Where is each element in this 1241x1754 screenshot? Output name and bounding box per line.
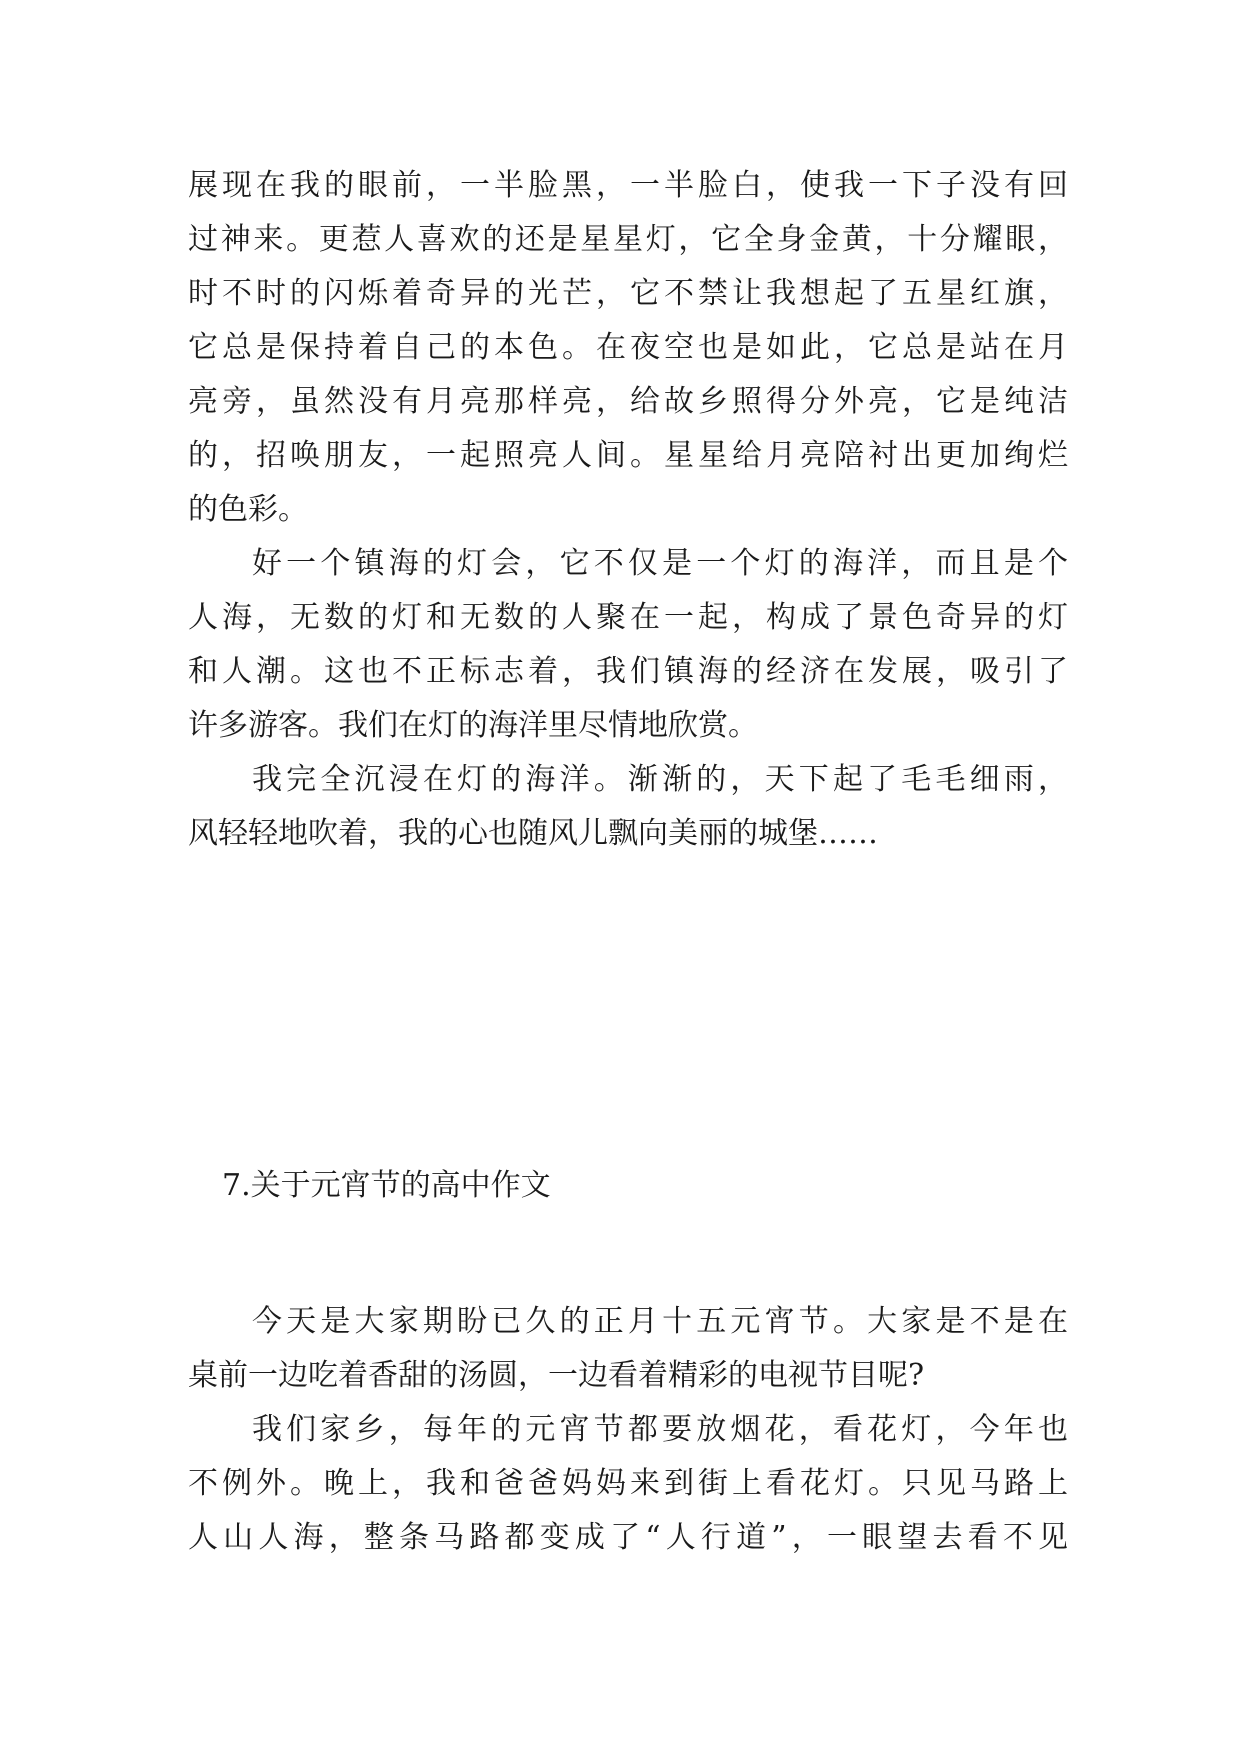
text-line: 我们家乡，每年的元宵节都要放烟花，看花灯，今年也: [252, 1412, 1068, 1447]
text-line: 亮旁，虽然没有月亮那样亮，给故乡照得分外亮，它是纯洁: [188, 384, 1068, 419]
text-line: 时不时的闪烁着奇异的光芒，它不禁让我想起了五星红旗，: [188, 276, 1068, 311]
text-line: 人山人海，整条马路都变成了“人行道”，一眼望去看不见: [188, 1520, 1068, 1555]
text-line: 我完全沉浸在灯的海洋。渐渐的，天下起了毛毛细雨，: [252, 762, 1068, 797]
text-line: 展现在我的眼前，一半脸黑，一半脸白，使我一下子没有回: [188, 168, 1068, 203]
text-line: 的色彩。: [188, 492, 308, 527]
text-line: 好一个镇海的灯会，它不仅是一个灯的海洋，而且是个: [252, 546, 1068, 581]
text-line: 过神来。更惹人喜欢的还是星星灯，它全身金黄，十分耀眼，: [188, 222, 1068, 257]
text-line: 不例外。晚上，我和爸爸妈妈来到街上看花灯。只见马路上: [188, 1466, 1068, 1501]
text-line: 许多游客。我们在灯的海洋里尽情地欣赏。: [188, 708, 758, 743]
section-heading: 7.关于元宵节的高中作文: [222, 1168, 551, 1203]
text-line: 人海，无数的灯和无数的人聚在一起，构成了景色奇异的灯: [188, 600, 1068, 635]
text-line: 风轻轻地吹着，我的心也随风儿飘向美丽的城堡……: [188, 816, 878, 851]
text-line: 桌前一边吃着香甜的汤圆，一边看着精彩的电视节目呢?: [188, 1358, 925, 1393]
text-line: 的，招唤朋友，一起照亮人间。星星给月亮陪衬出更加绚烂: [188, 438, 1068, 473]
text-line: 今天是大家期盼已久的正月十五元宵节。大家是不是在: [252, 1304, 1068, 1339]
text-line: 和人潮。这也不正标志着，我们镇海的经济在发展，吸引了: [188, 654, 1068, 689]
text-line: 它总是保持着自己的本色。在夜空也是如此，它总是站在月: [188, 330, 1068, 365]
